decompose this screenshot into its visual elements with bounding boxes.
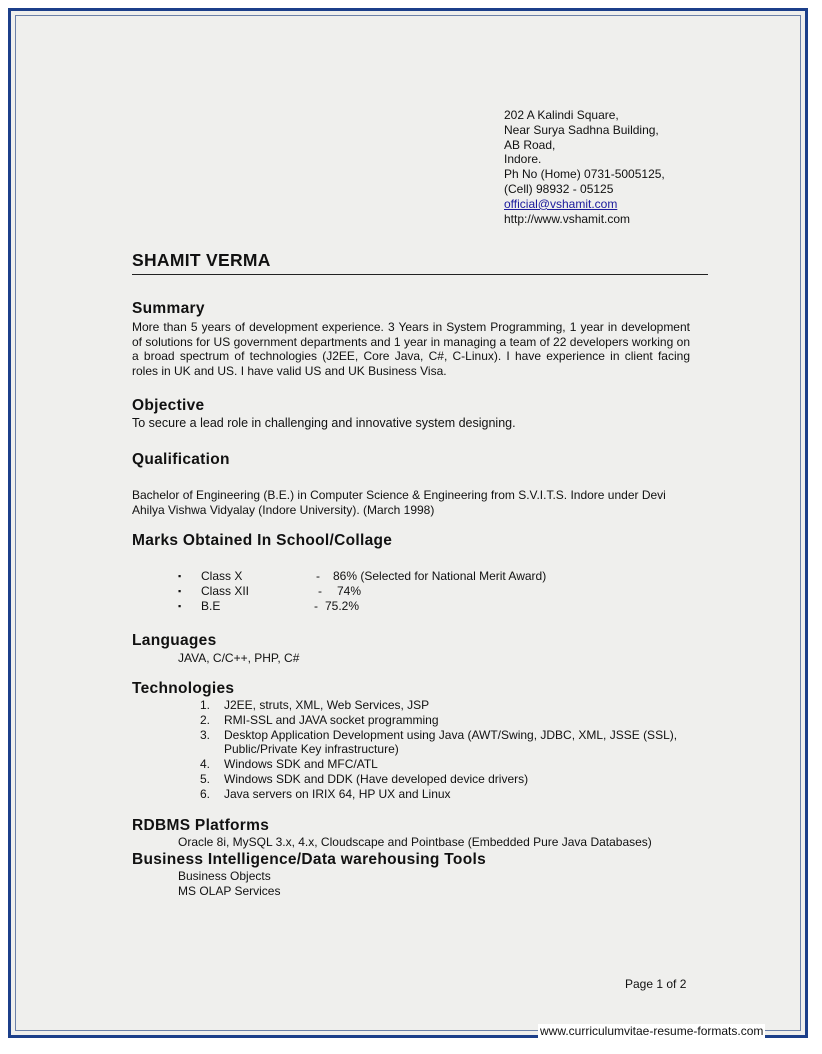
email-link[interactable]: official@vshamit.com (504, 196, 618, 211)
summary-text: More than 5 years of development experience. 3 Years in System Programming, 1 year in development of solutions for US government departments and 1 year in managing a team of 22 developers working on a broad spectrum of technologies (J2EE, Core Java, C#, C-Linux). I have experience in client facing roles in UK and US. I have valid US and UK Business Visa. (132, 320, 690, 378)
list-number: 3. (200, 727, 211, 742)
list-text: Java servers on IRIX 64, HP UX and Linux (224, 786, 451, 801)
list-item (200, 728, 684, 758)
list-item (200, 698, 684, 713)
list-number: 6. (200, 786, 211, 801)
list-number: 2. (200, 712, 211, 727)
marks-value: 86% (Selected for National Merit Award) (333, 569, 547, 583)
list-text: J2EE, struts, XML, Web Services, JSP (224, 698, 430, 712)
bi-item: MS OLAP Services (178, 884, 281, 898)
name-divider (132, 274, 708, 275)
languages-heading: Languages (132, 632, 217, 649)
list-text: Windows SDK and DDK (Have developed device drivers) (224, 771, 529, 786)
candidate-name: SHAMIT VERMA (132, 250, 271, 270)
qualification-text: Bachelor of Engineering (B.E.) in Computer Science & Engineering from S.V.I.T.S. Indore under Devi Ahilya Vishwa Vidyalay (Indore University). (March 1998) (132, 488, 666, 517)
marks-dash: - (314, 599, 318, 613)
address-line: Indore. (504, 152, 542, 167)
list-text: RMI-SSL and JAVA socket programming (224, 712, 439, 727)
marks-value: 75.2% (325, 599, 360, 613)
rdbms-text: Oracle 8i, MySQL 3.x, 4.x, Cloudscape and Pointbase (Embedded Pure Java Databases) (178, 835, 652, 849)
list-item (200, 713, 684, 728)
bullet-icon: ▪ (178, 601, 182, 611)
rdbms-heading: RDBMS Platforms (132, 817, 270, 834)
list-item (200, 772, 684, 787)
website-text: http://www.vshamit.com (504, 211, 631, 226)
address-line: (Cell) 98932 - 05125 (504, 181, 614, 196)
qualification-heading: Qualification (132, 451, 230, 468)
technologies-heading: Technologies (132, 680, 235, 697)
bullet-icon: ▪ (178, 571, 182, 581)
list-number: 1. (200, 698, 211, 712)
address-line: Ph No (Home) 0731-5005125, (504, 167, 665, 182)
bi-heading: Business Intelligence/Data warehousing Tools (132, 851, 486, 868)
address-line: Near Surya Sadhna Building, (504, 122, 659, 137)
marks-label: Class X (201, 569, 243, 583)
bullet-icon: ▪ (178, 586, 182, 596)
marks-heading: Marks Obtained In School/Collage (132, 532, 393, 549)
marks-dash: - (318, 584, 322, 598)
list-item (200, 757, 684, 772)
source-url: www.curriculumvitae-resume-formats.com (540, 1024, 764, 1038)
objective-heading: Objective (132, 397, 205, 414)
objective-text: To secure a lead role in challenging and innovative system designing. (132, 416, 516, 430)
marks-dash: - (316, 569, 320, 583)
marks-label: B.E (201, 599, 221, 613)
marks-label: Class XII (201, 584, 250, 598)
list-text: Windows SDK and MFC/ATL (224, 757, 378, 772)
list-text: Desktop Application Development using Java (AWT/Swing, JDBC, XML, JSSE (SSL), Public/Private Key infrastructure) (224, 727, 678, 757)
list-number: 4. (200, 757, 211, 772)
summary-heading: Summary (132, 300, 205, 317)
marks-value: 74% (337, 584, 362, 598)
address-line: 202 A Kalindi Square, (504, 108, 619, 122)
list-number: 5. (200, 771, 211, 786)
document-inner-border (15, 15, 801, 1031)
bi-item: Business Objects (178, 869, 271, 883)
document-frame (8, 8, 808, 1038)
page-number: Page 1 of 2 (625, 977, 687, 991)
technologies-list (200, 698, 684, 802)
list-item (200, 787, 684, 802)
address-line: AB Road, (504, 137, 556, 152)
address-block (504, 108, 665, 226)
languages-text: JAVA, C/C++, PHP, C# (178, 651, 300, 665)
